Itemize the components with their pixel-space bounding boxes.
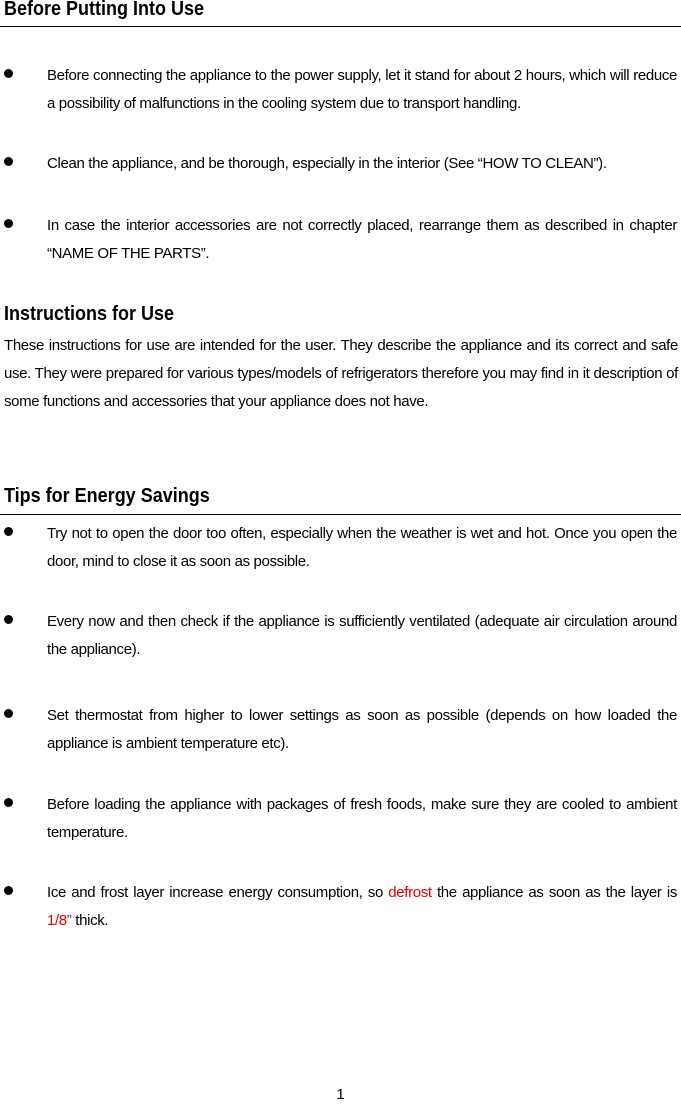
list-item-text: Every now and then check if the appliance is sufficiently ventilated (adequate air circulation around the appliance). — [47, 613, 677, 658]
bullet-icon — [4, 157, 13, 166]
text-segment: thick. — [71, 912, 109, 929]
section-title-before-use: Before Putting Into Use — [4, 0, 205, 20]
list-item-text: Set thermostat from higher to lower settings as soon as possible (depends on how loaded the appliance is ambient temperature etc). — [47, 707, 677, 752]
page-number: 1 — [336, 1086, 345, 1103]
bullet-icon — [4, 219, 13, 228]
bullet-icon — [4, 69, 13, 78]
list-item-text: Before connecting the appliance to the power supply, let it stand for about 2 hours, which will reduce a possibility of malfunctions in the cooling system due to transport handling. — [47, 67, 677, 112]
list-item-text: In case the interior accessories are not correctly placed, rearrange them as described in chapter “NAME OF THE PARTS”. — [47, 217, 677, 262]
text-segment: Ice and frost layer increase energy consumption, so — [47, 884, 389, 901]
list-item-text: Clean the appliance, and be thorough, especially in the interior (See “HOW TO CLEAN”). — [47, 155, 607, 172]
section-title-energy-tips: Tips for Energy Savings — [4, 485, 210, 507]
instructions-paragraph: These instructions for use are intended for the user. They describe the appliance and its correct and safe use. They were prepared for various types/models of refrigerators therefore you may find in it description of some functions and accessories that your appliance does not have. — [4, 337, 678, 410]
bullet-icon — [4, 527, 13, 536]
bullet-icon — [4, 709, 13, 718]
section-title-instructions: Instructions for Use — [4, 303, 175, 325]
bullet-icon — [4, 798, 13, 807]
defrost-highlight: defrost — [388, 884, 432, 901]
text-segment: the appliance as soon as the layer is — [431, 884, 677, 901]
heading-rule — [0, 26, 681, 27]
heading-rule — [0, 514, 681, 515]
list-item-text — [47, 879, 677, 935]
bullet-icon — [4, 886, 13, 895]
list-item-text: Before loading the appliance with packages of fresh foods, make sure they are cooled to ambient temperature. — [47, 796, 677, 841]
bullet-icon — [4, 615, 13, 624]
list-item-text: Try not to open the door too often, especially when the weather is wet and hot. Once you open the door, mind to close it as soon as possible. — [47, 525, 677, 570]
thickness-highlight: 1/8” — [47, 912, 72, 929]
